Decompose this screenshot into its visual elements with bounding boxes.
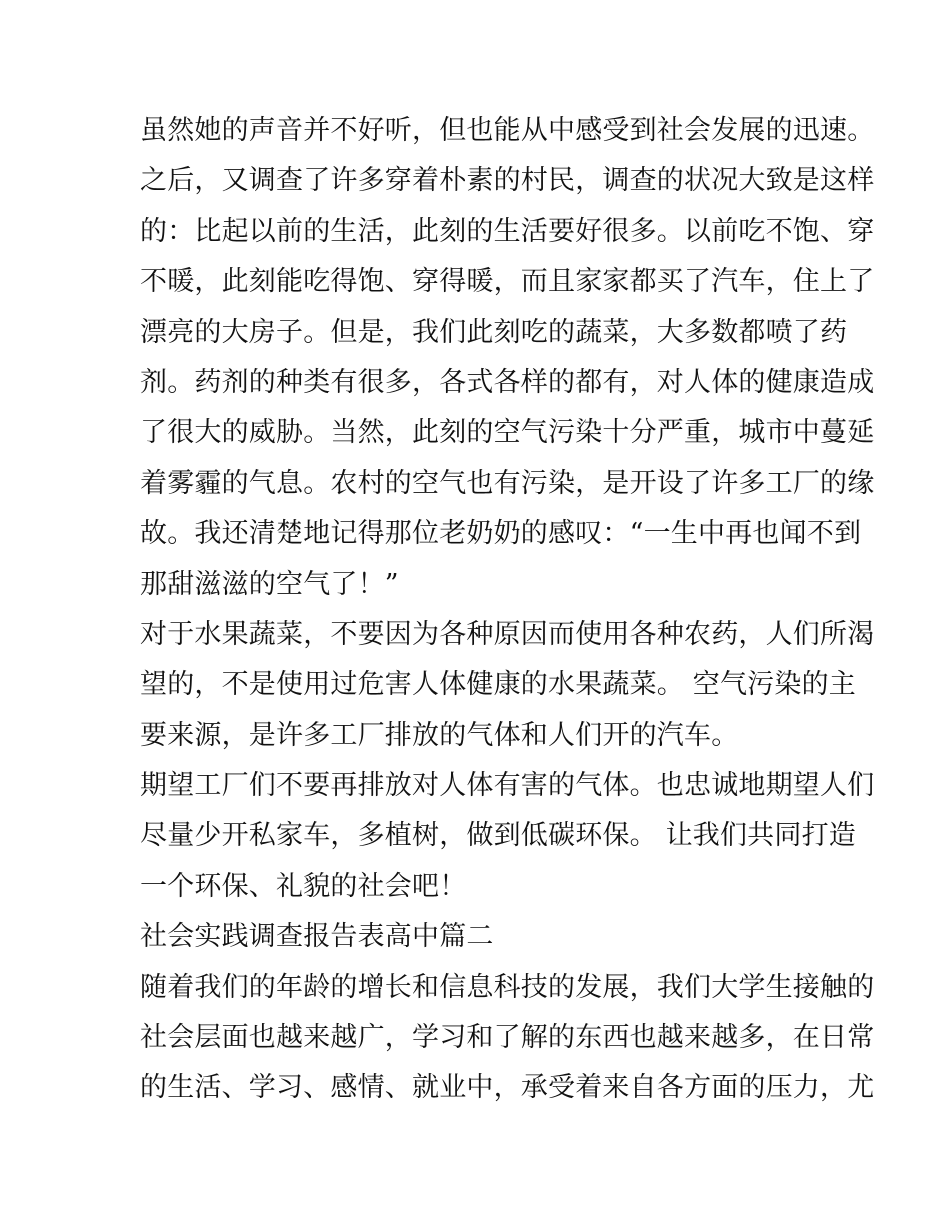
text-line: 那甜滋滋的空气了！” [140, 568, 399, 600]
text-line: 剂。药剂的种类有很多，各式各样的都有，对人体的健康造成 [140, 366, 875, 398]
text-line: 故。我还清楚地记得那位老奶奶的感叹：“一生中再也闻不到 [140, 518, 862, 550]
text-line: 了很大的威胁。当然，此刻的空气污染十分严重，城市中蔓延 [140, 417, 875, 449]
text-line: 要来源，是许多工厂排放的气体和人们开的汽车。 [140, 719, 739, 751]
document-body [140, 106, 875, 1114]
text-line: 着雾霾的气息。农村的空气也有污染，是开设了许多工厂的缘 [140, 467, 875, 499]
text-line: 社会层面也越来越广，学习和了解的东西也越来越多，在日常 [140, 1022, 875, 1054]
text-line: 的生活、学习、感情、就业中，承受着来自各方面的压力，尤 [140, 1072, 875, 1104]
text-line: 之后，又调查了许多穿着朴素的村民，调查的状况大致是这样 [140, 165, 875, 197]
text-line: 对于水果蔬菜，不要因为各种原因而使用各种农药，人们所渴 [140, 618, 875, 650]
text-line: 虽然她的声音并不好听，但也能从中感受到社会发展的迅速。 [140, 115, 875, 146]
section-heading: 社会实践调查报告表高中篇二 [140, 921, 494, 953]
text-line: 的：比起以前的生活，此刻的生活要好很多。以前吃不饱、穿 [140, 215, 875, 247]
text-line: 一个环保、礼貌的社会吧！ [140, 870, 467, 902]
text-line: 望的，不是使用过危害人体健康的水果蔬菜。 空气污染的主 [140, 669, 856, 701]
text-line: 尽量少开私家车，多植树，做到低碳环保。 让我们共同打造 [140, 820, 856, 852]
text-line: 漂亮的大房子。但是，我们此刻吃的蔬菜，大多数都喷了药 [140, 316, 848, 348]
text-line: 随着我们的年龄的增长和信息科技的发展，我们大学生接触的 [140, 971, 875, 1003]
text-line: 期望工厂们不要再排放对人体有害的气体。也忠诚地期望人们 [140, 770, 875, 802]
text-line: 不暖，此刻能吃得饱、穿得暖，而且家家都买了汽车，住上了 [140, 266, 875, 298]
